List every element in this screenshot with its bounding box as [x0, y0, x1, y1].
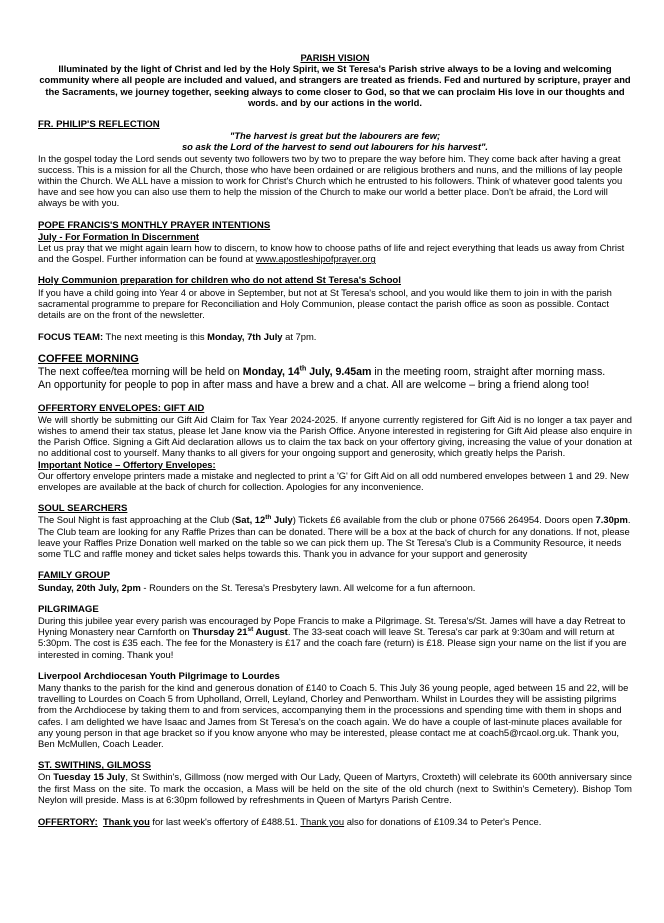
focus-team-text-2: at 7pm.: [282, 331, 317, 343]
communion-title: Holy Communion preparation for children who do not attend St Teresa's School: [38, 275, 401, 287]
pilgrimage-date: Thursday 21: [192, 626, 248, 638]
communion-section: [38, 275, 632, 320]
offertory-total-paragraph: [38, 816, 632, 827]
offertory-thank-2: Thank you: [300, 815, 345, 827]
family-group-text: [38, 582, 632, 593]
parish-vision-section: [38, 52, 632, 108]
coffee-morning-title: COFFEE MORNING: [38, 353, 139, 366]
pilgrimage-text-2: . The 33-seat coach will leave St. Teresa's car park at 9:30am and will return at 5:30pm. The cost is £35 each. The fee for the Monastery is £17 and the coach fare (return) is £18. Please sign your name on the list if you are interested in coming. Thank you!: [38, 626, 627, 660]
communion-text: If you have a child going into Year 4 or above in September, but not at St Teresa's school, and you would like them to join in with the parish sacramental programme to prepare for Reconciliation and Holy Communion, please contact the parish office as soon as possible. Contact details are on the front of the newsletter.: [38, 286, 612, 321]
coffee-date-2: July, 9.45am: [306, 366, 372, 379]
swithin-date: Tuesday 15 July: [53, 771, 126, 783]
family-group-date: Sunday, 20th July, 2pm: [38, 581, 141, 593]
pilgrimage-section: [38, 604, 632, 660]
offertory-total-label: OFFERTORY:: [38, 815, 98, 827]
offertory-total-text-2: also for donations of £109.34 to Peter's Pence.: [344, 815, 542, 827]
prayer-intentions-title: POPE FRANCIS'S MONTHLY PRAYER INTENTIONS: [38, 219, 271, 231]
focus-team-label: FOCUS TEAM:: [38, 331, 104, 343]
reflection-title: FR. PHILIP'S REFLECTION: [38, 119, 160, 131]
st-swithins-title: ST. SWITHINS, GILMOSS: [38, 760, 151, 772]
soul-searchers-section: [38, 503, 632, 559]
swithin-text-1: On: [38, 771, 54, 783]
coffee-text-1: The next coffee/tea morning will be held on: [38, 366, 243, 379]
soul-searchers-title: SOUL SEARCHERS: [38, 503, 128, 515]
soul-text-1: The Soul Night is fast approaching at the Club (: [38, 514, 235, 526]
coffee-morning-section: [38, 353, 632, 391]
soul-date: Sat, 12: [235, 514, 266, 526]
offertory-total-text-1: for last week's offertory of £488.51.: [149, 815, 301, 827]
coffee-morning-line-2: An opportunity for people to pop in after mass and have a brew and a chat. All are welcome – bring a friend along too!: [38, 379, 590, 392]
soul-date-2: July: [271, 514, 293, 526]
offertory-envelopes-section: [38, 403, 632, 493]
parish-vision-title: PARISH VISION: [300, 52, 370, 63]
prayer-intentions-text: Let us pray that we might again learn how to discern, to know how to choose paths of life and reject everything that leads us away from Christ and the Gospel. Further information can be found at: [38, 242, 625, 265]
family-group-section: [38, 570, 632, 592]
reflection-quote-line-2: so ask the Lord of the harvest to send out labourers for his harvest".: [181, 141, 489, 153]
offertory-envelopes-text: We will shortly be submitting our Gift Aid Claim for Tax Year 2024-2025. If anyone currently registered for Gift Aid is no longer a tax payer and wishes to amend their tax status, please let Jane know via the Parish Office. Anyone interested in registering for Gift Aid please also enquire in the Parish Office. Signing a Gift Aid declaration allows us to claim the tax back on your offertory giving, increasing the value of your donation at no additional cost to yourself. Many thanks to all givers for your ongoing support and generosity, which greatly helps the Parish.: [38, 413, 632, 459]
pilgrimage-text-1: During this jubilee year every parish was encouraged by Pope Francis to make a Pilgrimage. St. Teresa's/St. James will have a day Retreat to Hyning Monastery near Carnforth on: [38, 614, 626, 638]
prayer-intentions-section: [38, 220, 632, 265]
coffee-morning-line-1: [38, 366, 632, 379]
parish-vision-text: Illuminated by the light of Christ and led by the Holy Spirit, we St Teresa's Parish strive always to be a loving and welcoming community where all people are included and valued, and strangers are treated as friends. Fed and nurtured by scripture, prayer and the Sacraments, we journey together, seeking always to come closer to God, so that we can proclaim His love in our thoughts and words. and by our actions in the world.: [39, 63, 631, 108]
st-swithins-section: [38, 760, 632, 805]
coffee-date: Monday, 14: [242, 366, 300, 379]
newsletter-page: [38, 52, 632, 827]
reflection-quote-line-1: "The harvest is great but the labourers are few;: [229, 130, 441, 142]
prayer-intentions-paragraph: [38, 242, 632, 264]
apostleship-link[interactable]: www.apostleshipofprayer.org: [255, 253, 376, 265]
soul-searchers-text: [38, 514, 632, 559]
focus-team-text-1: The next meeting is this: [103, 331, 208, 343]
focus-team-paragraph: [38, 331, 632, 342]
reflection-text: In the gospel today the Lord sends out seventy two followers two by two to prepare the way before him. They come back after having a great success. This is a mission for all the Church, those who have been ordained or are religious brothers and nuns, and the millions of lay people within the Church. We ALL have a mission to work for Christ's Church which he entrusted to his followers. Think of whatever good talents you have and see how you can also use them to help the mission of the Church to make our world a better place. Don't be afraid, the Lord will always be with you.: [38, 152, 623, 209]
soul-text-3: . The Club team are looking for any Raffle Prizes than can be donated. There will be a box at the back of church for any donations. If not, please leave your Raffles Prize Donation well marked on the table so we can pick them up. The St Teresa's Club is a Community Resource, it needs some TLC and raffle money and ticket sales helps towards this. Thank you in advance for your support and generosity: [38, 514, 631, 560]
pilgrimage-title: PILGRIMAGE: [38, 603, 99, 615]
lourdes-section: [38, 671, 632, 749]
soul-date-sup: th: [265, 514, 272, 522]
swithin-text-2: , St Swithin's, Gillmoss (now merged with Our Lady, Queen of Martyrs, Croxteth) will celebrate its 600th anniversary since the first Mass on the site. To mark the occasion, a Mass will be held on the site of the old church (next to Swithin's Cemetery). Bishop Tom Neylon will preside. Mass is at 6:30pm followed by refreshments in Queen of Martyrs Parish Centre.: [38, 771, 632, 805]
pilgrimage-date-sup: st: [247, 625, 254, 633]
coffee-date-sup: th: [299, 365, 307, 373]
family-group-title: FAMILY GROUP: [38, 570, 110, 582]
coffee-text-2: in the meeting room, straight after morning mass.: [371, 366, 606, 379]
pilgrimage-text: [38, 615, 632, 660]
offertory-thank-1: Thank you: [102, 815, 150, 827]
offertory-notice-title: Important Notice – Offertory Envelopes:: [38, 458, 216, 470]
family-group-desc: - Rounders on the St. Teresa's Presbytery lawn. All welcome for a fun afternoon.: [140, 581, 476, 593]
reflection-section: [38, 119, 632, 209]
st-swithins-text: [38, 771, 632, 805]
offertory-envelopes-title: OFFERTORY ENVELOPES: GIFT AID: [38, 402, 205, 414]
pilgrimage-date-2: August: [253, 626, 288, 638]
soul-time: 7.30pm: [595, 514, 628, 526]
prayer-intentions-subtitle: July - For Formation In Discernment: [38, 230, 199, 242]
focus-team-date: Monday, 7th July: [207, 331, 283, 343]
lourdes-text: Many thanks to the parish for the kind and generous donation of £140 to Coach 5. This July 36 young people, aged between 15 and 22, will be travelling to Lourdes on Coach 5 from Upholland, Orrell, Leyland, Chorley and Penwortham. Whilst in Lourdes they will be assisting pilgrims from the Archdiocese by taking them to and from services, accompanying them in the processions and spending time with them in shops and cafes. I am delighted we have Isaac and James from St Teresa's on the coach again. We do have a couple of last-minute places available for any young person in that age bracket so if you know anyone who may be interested, please contact me at coach5@rcaol.org.uk. Thank you, Ben McMullen, Coach Leader.: [38, 681, 629, 749]
lourdes-title: Liverpool Archdiocesan Youth Pilgrimage to Lourdes: [38, 670, 280, 682]
soul-text-2: ) Tickets £6 available from the club or phone 07566 264954. Doors open: [292, 514, 596, 526]
offertory-notice-text: Our offertory envelope printers made a mistake and neglected to print a 'G' for Gift Aid on all odd numbered envelopes between 1 and 29. New envelopes are available at the back of church for collection. Apologies for any inconvenience.: [38, 469, 629, 493]
